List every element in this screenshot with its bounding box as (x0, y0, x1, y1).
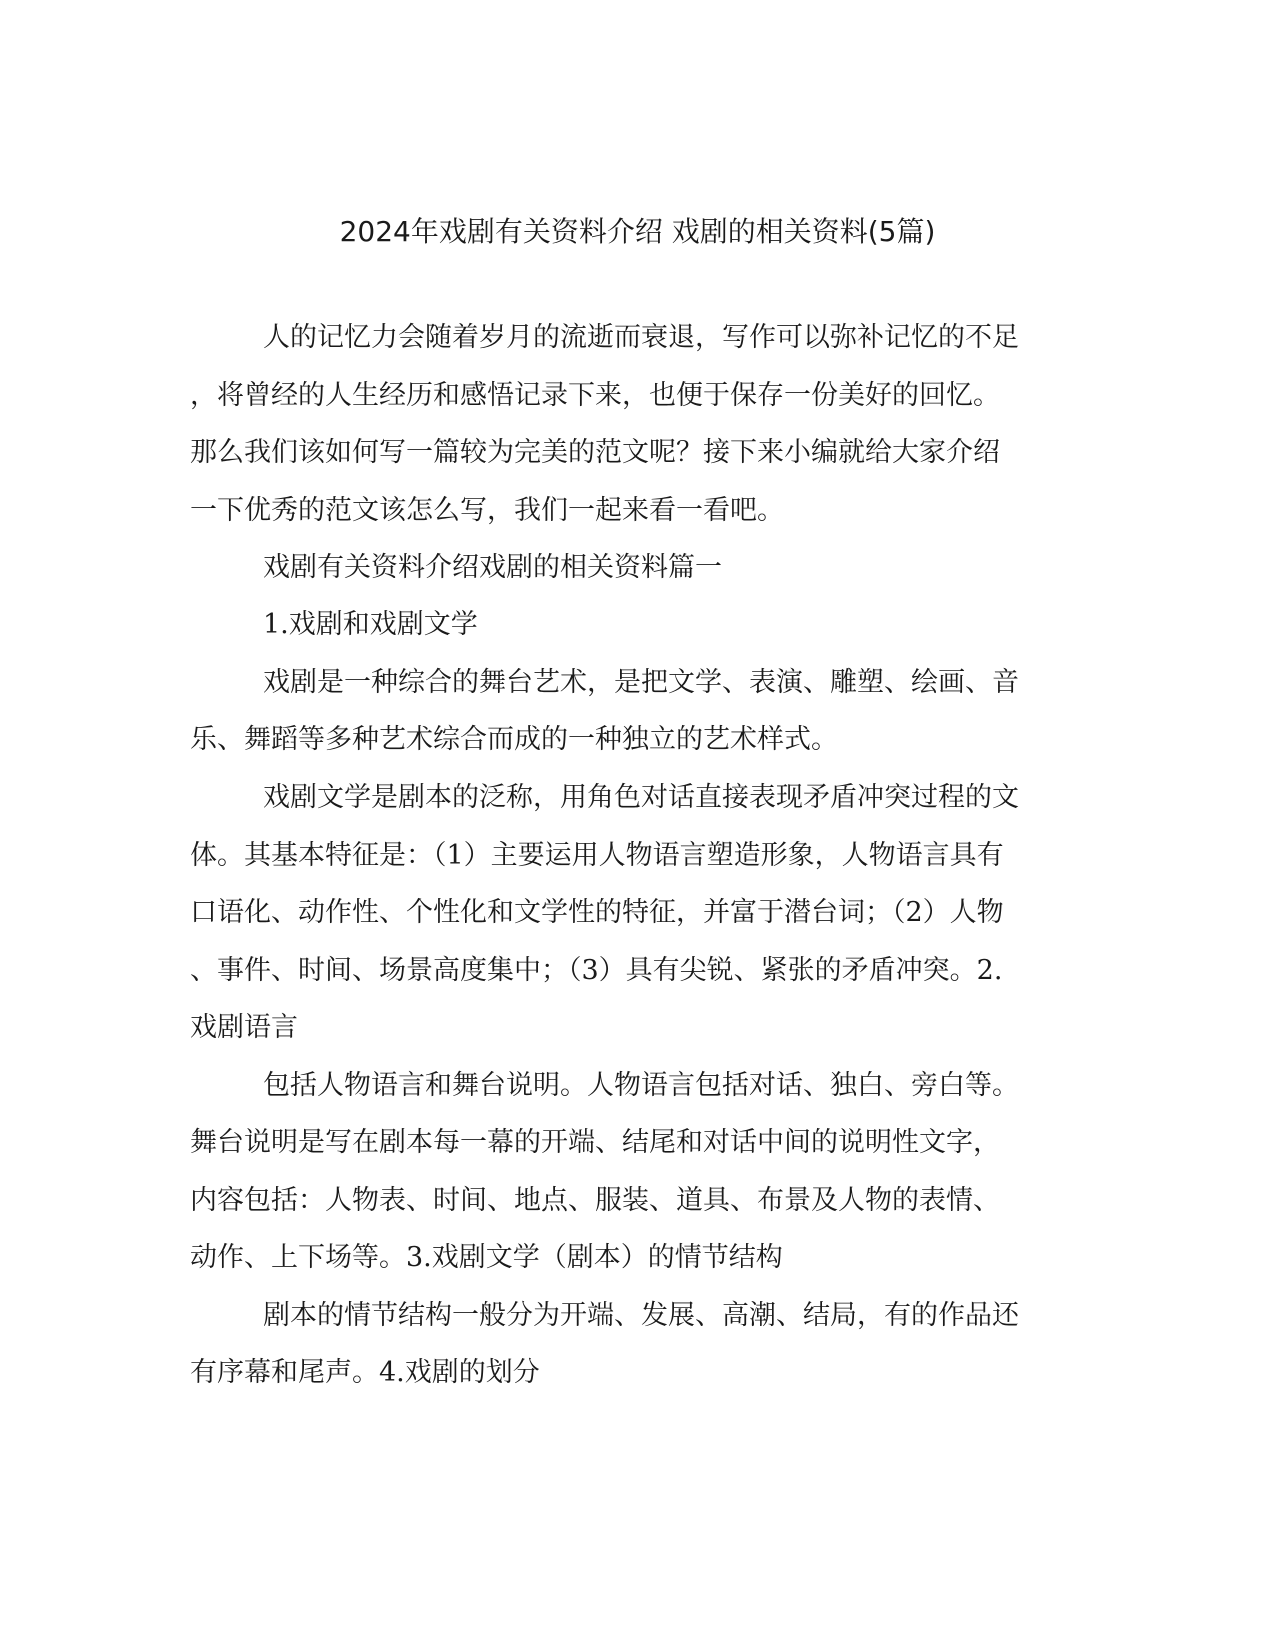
text-line: 一下优秀的范文该怎么写，我们一起来看一看吧。 (190, 495, 784, 526)
text-line: ，将曾经的人生经历和感悟记录下来，也便于保存一份美好的回忆。 (190, 380, 1000, 411)
section-heading: 戏剧有关资料介绍戏剧的相关资料篇一 (263, 552, 722, 583)
text-line: 口语化、动作性、个性化和文学性的特征，并富于潜台词；（2）人物 (190, 897, 1004, 928)
text-line: 戏剧文学是剧本的泛称，用角色对话直接表现矛盾冲突过程的文 (263, 782, 1019, 813)
text-line: 内容包括：人物表、时间、地点、服装、道具、布景及人物的表情、 (190, 1185, 1000, 1216)
text-line: 包括人物语言和舞台说明。人物语言包括对话、独白、旁白等。 (263, 1070, 1019, 1101)
text-line: 舞台说明是写在剧本每一幕的开端、结尾和对话中间的说明性文字， (190, 1127, 1000, 1158)
page-title: 2024年戏剧有关资料介绍 戏剧的相关资料(5篇) (339, 215, 936, 248)
text-line: 戏剧是一种综合的舞台艺术，是把文学、表演、雕塑、绘画、音 (263, 667, 1019, 698)
text-line: 体。其基本特征是：（1）主要运用人物语言塑造形象，人物语言具有 (190, 840, 1004, 871)
text-line: 有序幕和尾声。4.戏剧的划分 (190, 1357, 540, 1388)
text-line: 那么我们该如何写一篇较为完美的范文呢？接下来小编就给大家介绍 (190, 437, 1000, 468)
text-line: 剧本的情节结构一般分为开端、发展、高潮、结局，有的作品还 (263, 1300, 1019, 1331)
text-line: 动作、上下场等。3.戏剧文学（剧本）的情节结构 (190, 1242, 783, 1273)
text-line: 戏剧语言 (190, 1012, 298, 1043)
text-line: 、事件、时间、场景高度集中；（3）具有尖锐、紧张的矛盾冲突。2. (190, 955, 1003, 986)
text-line: 乐、舞蹈等多种艺术综合而成的一种独立的艺术样式。 (190, 724, 838, 755)
text-line: 人的记忆力会随着岁月的流逝而衰退，写作可以弥补记忆的不足 (263, 322, 1019, 353)
subheading: 1.戏剧和戏剧文学 (263, 609, 478, 640)
